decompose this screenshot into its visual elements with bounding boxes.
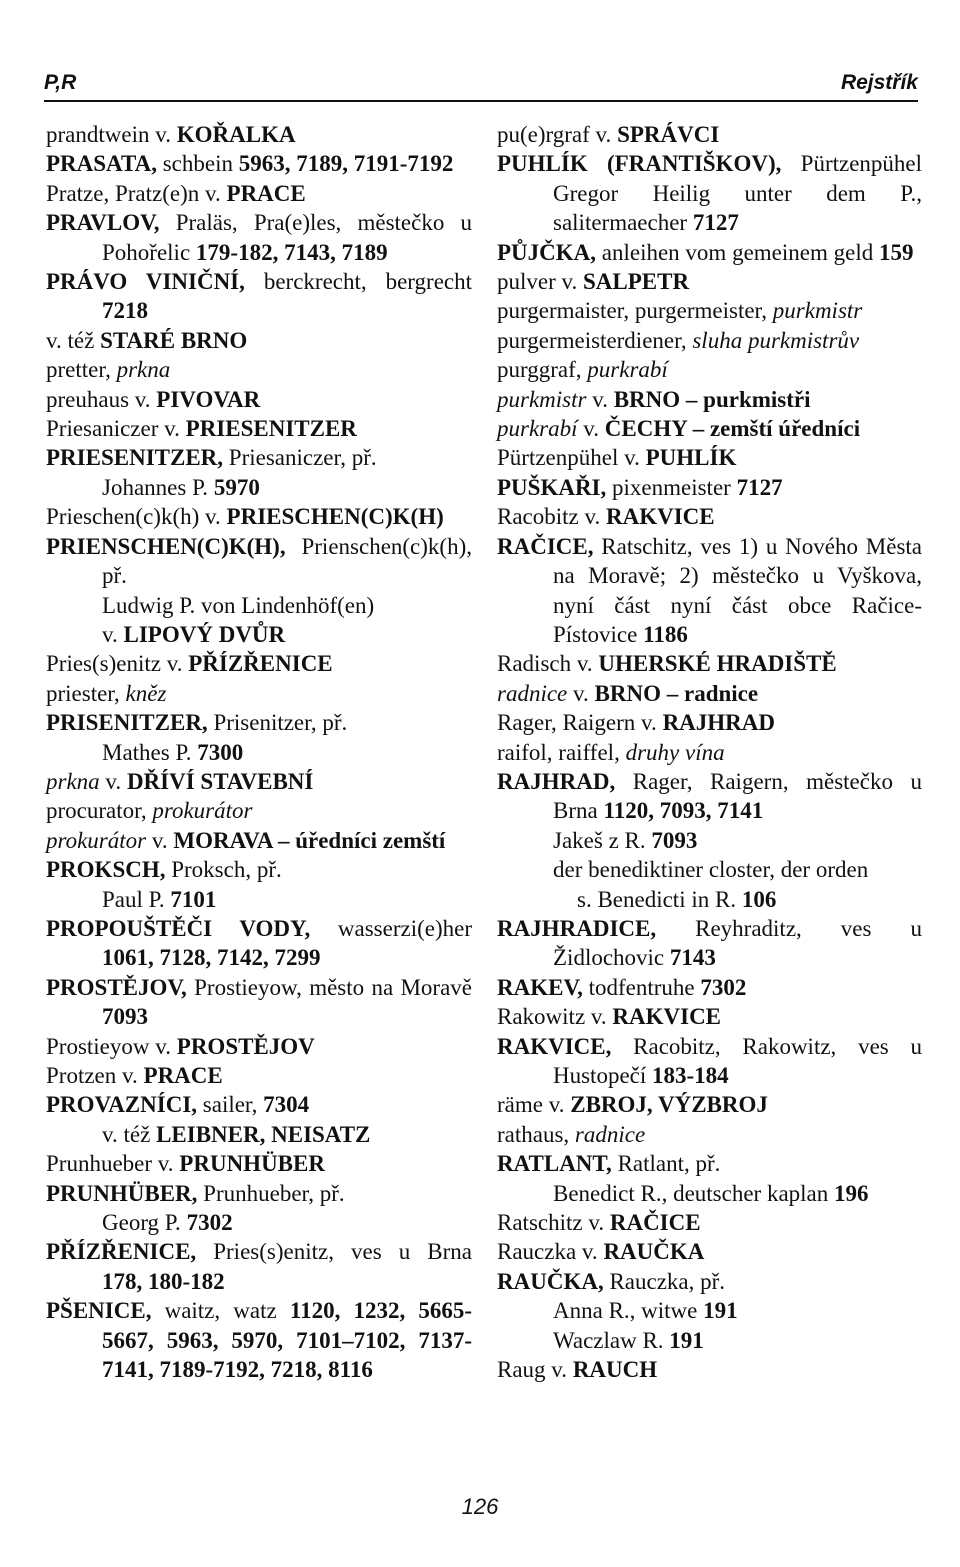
entry-term-bold: PRISENITZER, <box>46 710 208 736</box>
entry-text: todfentruhe <box>582 974 701 1000</box>
index-entry <box>46 767 472 796</box>
entry-text: Ratschitz, ves 1) u Nového Města na Moravě; 2) městečko u Vyškova, nyní část nyní část obce Račice-Pístovice <box>553 533 922 647</box>
entry-text: Pratze, Pratz(e)n v. <box>46 180 227 206</box>
entry-text: purgermaister, purgermeister, <box>497 298 773 324</box>
entry-term-bold: 191 <box>703 1298 738 1324</box>
index-entry <box>46 502 472 531</box>
entry-term-bold: RAKVICE <box>606 504 715 530</box>
index-column-left <box>46 120 472 1384</box>
entry-term-bold: PRACE <box>143 1063 223 1088</box>
index-entry <box>497 1120 922 1149</box>
index-subentry <box>497 885 922 914</box>
entry-term-bold: 1120, 1232, 5665-5667, 5963, 5970, 7101–7102, 7137-7141, 7189-7192, 7218, 8116 <box>102 1298 473 1383</box>
entry-term-bold: 1186 <box>643 621 688 647</box>
index-entry <box>46 1149 472 1178</box>
entry-text: Pries(s)enitz v. <box>46 651 189 677</box>
page-number: 126 <box>461 1494 499 1519</box>
entry-term-bold: RAKVICE, <box>497 1033 612 1059</box>
index-entry <box>497 1355 922 1384</box>
entry-text: Waczlaw R. <box>553 1327 670 1353</box>
entry-term-italic: prokurátor <box>46 827 147 853</box>
entry-term-bold: PUŠKAŘI, <box>497 474 607 500</box>
entry-text: Ratlant, př. <box>611 1151 721 1177</box>
index-entry <box>46 914 472 973</box>
entry-term-bold: PRUNHÜBER <box>179 1151 325 1177</box>
index-entry <box>46 1179 472 1208</box>
entry-term-bold: BRNO – radnice <box>594 680 759 706</box>
index-entry <box>497 914 922 973</box>
index-subentry <box>497 855 922 884</box>
index-entry <box>46 1237 472 1296</box>
entry-text: Prostieyow v. <box>46 1033 177 1059</box>
entry-text: procurator, <box>46 798 153 824</box>
index-entry <box>497 385 922 414</box>
index-entry <box>497 1032 922 1091</box>
entry-term-bold: 7304 <box>263 1092 310 1118</box>
entry-text: raifol, raiffel, <box>497 739 626 765</box>
index-entry <box>46 1296 472 1384</box>
entry-text: Paul P. <box>102 886 171 912</box>
index-entry <box>46 1061 472 1090</box>
index-entry <box>497 738 922 767</box>
entry-term-italic: prokurátor <box>152 798 253 824</box>
entry-term-italic: prkna <box>116 357 171 383</box>
index-subentry <box>46 591 472 620</box>
index-entry <box>46 649 472 678</box>
entry-text: purgermeisterdiener, <box>497 327 693 353</box>
index-entry <box>497 767 922 826</box>
index-entry <box>497 1208 922 1237</box>
entry-text: Pries(s)enitz, ves u Brna <box>196 1239 472 1265</box>
index-entry <box>497 149 922 237</box>
entry-text: Rakowitz v. <box>497 1004 613 1030</box>
entry-text: v. <box>146 827 174 853</box>
entry-text: anleihen vom gemeinem geld <box>596 239 879 265</box>
entry-text: Radisch v. <box>497 651 599 677</box>
index-entry <box>497 1149 922 1178</box>
index-entry <box>497 443 922 472</box>
entry-term-bold: ČECHY – zemští úředníci <box>604 416 861 442</box>
entry-term-bold: PŘÍZŘENICE, <box>46 1239 197 1265</box>
index-entry <box>497 473 922 502</box>
entry-text: Reyhraditz, ves u Židlochovic <box>553 915 922 971</box>
entry-text: Racobitz v. <box>497 504 607 530</box>
entry-term-bold: SALPETR <box>583 269 690 295</box>
entry-text: Rager, Raigern v. <box>497 710 663 736</box>
entry-term-bold: RATLANT, <box>497 1151 612 1177</box>
entry-term-bold: 7300 <box>197 739 244 765</box>
index-subentry <box>46 885 472 914</box>
entry-term-bold: 159 <box>878 239 914 265</box>
entry-text: pretter, <box>46 357 117 383</box>
entry-term-bold: BRNO – purkmistři <box>613 386 811 412</box>
entry-text: räme v. <box>497 1092 571 1118</box>
entry-term-italic: kněz <box>125 680 167 706</box>
entry-term-bold: PROKSCH, <box>46 857 166 883</box>
entry-text: Rauczka v. <box>497 1239 604 1265</box>
entry-term-bold: PRUNHÜBER, <box>46 1180 198 1206</box>
entry-text: Protzen v. <box>46 1063 144 1088</box>
entry-term-bold: RAČICE <box>609 1210 701 1236</box>
entry-term-bold: 7302 <box>700 974 747 1000</box>
index-subentry <box>46 738 472 767</box>
running-header <box>44 68 918 102</box>
index-entry <box>497 414 922 443</box>
entry-text: waitz, watz <box>151 1298 290 1324</box>
entry-term-bold: STARÉ BRNO <box>100 327 248 353</box>
entry-term-bold: RAKEV, <box>497 974 583 1000</box>
entry-term-bold: PRIESCHEN(C)K(H) <box>226 504 444 530</box>
entry-term-italic: purkrabí <box>497 416 578 442</box>
entry-term-bold: 7302 <box>186 1210 233 1236</box>
entry-term-bold: 7127 <box>692 210 739 236</box>
entry-text: preuhaus v. <box>46 386 157 412</box>
index-entry <box>497 1090 922 1119</box>
entry-term-bold: PŘÍZŘENICE <box>188 651 333 677</box>
index-entry <box>46 149 472 178</box>
entry-text: pixenmeister <box>606 474 737 500</box>
entry-text: v. <box>102 621 124 647</box>
entry-term-bold: 5963, 7189, 7191-7192 <box>238 151 454 177</box>
entry-term-bold: PRIESENITZER <box>185 416 357 442</box>
entry-text: pu(e)rgraf v. <box>497 122 618 147</box>
index-entry <box>46 1032 472 1061</box>
index-entry <box>46 179 472 208</box>
entry-text: v. <box>586 386 614 412</box>
entry-text: Anna R., witwe <box>553 1298 704 1324</box>
entry-term-bold: RAKVICE <box>612 1004 722 1030</box>
entry-text: Pürtzenpühel v. <box>497 445 646 471</box>
entry-text: Praläs, Pra(e)les, městečko u Pohořelic <box>102 210 472 265</box>
entry-text: Rauczka, př. <box>603 1268 726 1294</box>
index-subentry <box>497 1326 922 1355</box>
entry-term-bold: LIPOVÝ DVŮR <box>123 621 286 647</box>
entry-term-bold: PŮJČKA, <box>497 239 597 265</box>
index-entry <box>46 120 472 149</box>
index-entry <box>497 296 922 325</box>
index-entry <box>46 973 472 1032</box>
entry-term-bold: 7218 <box>102 298 148 324</box>
index-subentry <box>46 1208 472 1237</box>
entry-term-bold: RAJHRAD <box>662 710 776 736</box>
entry-term-bold: 7093 <box>651 827 698 853</box>
index-entry <box>46 208 472 267</box>
entry-text: Prunhueber v. <box>46 1151 180 1177</box>
entry-text: Rager, Raigern, městečko u Brna <box>553 768 922 824</box>
entry-text: Ludwig P. von Lindenhöf(en) <box>102 592 375 618</box>
entry-text: Racobitz, Rakowitz, ves u Hustopečí <box>553 1033 922 1088</box>
index-entry <box>497 679 922 708</box>
entry-term-italic: sluha purkmistrův <box>692 327 860 353</box>
index-entry <box>497 120 922 149</box>
index-subentry <box>497 826 922 855</box>
entry-term-bold: PRASATA, <box>46 151 157 177</box>
entry-term-bold: UHERSKÉ HRADIŠTĚ <box>598 651 837 677</box>
entry-term-bold: RAJHRAD, <box>497 768 616 794</box>
entry-text: s. Benedicti in R. <box>577 886 742 912</box>
entry-text: Prunhueber, př. <box>197 1180 345 1206</box>
entry-term-bold: PŠENICE, <box>46 1298 152 1324</box>
entry-term-bold: 191 <box>669 1327 704 1353</box>
entry-term-italic: radnice <box>574 1121 646 1147</box>
entry-term-bold: MORAVA – úředníci zemští <box>173 827 446 853</box>
entry-text: v. <box>577 416 605 442</box>
entry-text: v. <box>99 768 127 794</box>
entry-term-bold: LEIBNER, NEISATZ <box>156 1121 371 1147</box>
entry-term-bold: 183-184 <box>652 1063 729 1088</box>
entry-text: Mathes P. <box>102 739 198 765</box>
entry-text: sailer, <box>197 1092 264 1118</box>
index-entry <box>497 532 922 650</box>
entry-term-bold: 5970 <box>213 474 260 500</box>
entry-text: Prienschen(c)k(h), př. <box>102 533 472 589</box>
header-section-letters: P,R <box>44 71 77 94</box>
entry-term-bold: PUHLÍK (FRANTIŠKOV), <box>497 151 782 177</box>
entry-text: wasserzi(e)her <box>310 915 472 941</box>
entry-term-bold: PRIENSCHEN(C)K(H), <box>46 533 286 559</box>
entry-text: v. též <box>102 1121 157 1147</box>
entry-text: pulver v. <box>497 269 584 295</box>
entry-term-bold: PRIESENITZER, <box>46 445 224 471</box>
entry-text: schbein <box>156 151 239 177</box>
index-subentry <box>497 1296 922 1325</box>
entry-text: rathaus, <box>497 1121 575 1147</box>
index-entry <box>46 443 472 472</box>
index-entry <box>46 855 472 884</box>
entry-term-bold: 196 <box>834 1180 869 1206</box>
entry-term-bold: PUHLÍK <box>645 445 737 471</box>
entry-text: Georg P. <box>102 1210 187 1236</box>
entry-term-bold: RAJHRADICE, <box>497 915 657 941</box>
entry-text: Raug v. <box>497 1357 573 1383</box>
entry-text: prandtwein v. <box>46 122 177 147</box>
entry-text: der benediktiner closter, der orden <box>553 857 869 883</box>
index-entry <box>46 355 472 384</box>
entry-text: Benedict R., deutscher kaplan <box>553 1180 835 1206</box>
entry-term-bold: PRÁVO VINIČNÍ, <box>46 269 245 295</box>
entry-term-italic: druhy vína <box>625 739 725 765</box>
index-entry <box>497 973 922 1002</box>
index-entry <box>497 1237 922 1266</box>
entry-text: Ratschitz v. <box>497 1210 610 1236</box>
index-entry <box>46 708 472 737</box>
entry-term-bold: PROVAZNÍCI, <box>46 1092 198 1118</box>
entry-term-bold: 1120, 7093, 7141 <box>603 798 764 824</box>
entry-term-bold: RAUČKA, <box>497 1268 604 1294</box>
entry-text: Johannes P. <box>102 474 214 500</box>
index-entry <box>46 267 472 326</box>
index-subentry <box>46 620 472 649</box>
entry-text: Proksch, př. <box>165 857 282 883</box>
index-entry <box>497 649 922 678</box>
entry-text: berckrecht, bergrecht <box>244 269 472 295</box>
entry-term-bold: 106 <box>741 886 777 912</box>
index-entry <box>46 532 472 591</box>
index-entry <box>46 1090 472 1119</box>
header-title: Rejstřík <box>840 71 918 94</box>
entry-term-bold: 178, 180-182 <box>102 1268 225 1294</box>
index-entry <box>46 826 472 855</box>
entry-term-bold: PRACE <box>226 180 306 206</box>
entry-term-bold: DŘÍVÍ STAVEBNÍ <box>126 768 314 794</box>
index-column-right <box>497 120 922 1384</box>
index-subentry <box>46 1120 472 1149</box>
entry-term-bold: PRAVLOV, <box>46 210 160 236</box>
entry-term-bold: 7143 <box>669 945 716 971</box>
index-subentry <box>497 1179 922 1208</box>
index-entry <box>46 414 472 443</box>
entry-term-bold: ZBROJ, VÝZBROJ <box>570 1092 768 1118</box>
entry-text: Prisenitzer, př. <box>207 710 348 736</box>
index-entry <box>46 679 472 708</box>
entry-term-italic: purkmistr <box>772 298 863 324</box>
entry-term-bold: 1061, 7128, 7142, 7299 <box>102 945 321 971</box>
entry-term-bold: RAČICE, <box>497 533 594 559</box>
entry-term-bold: PROSTĚJOV <box>176 1033 315 1059</box>
entry-term-italic: radnice <box>497 680 568 706</box>
entry-term-bold: 7093 <box>102 1004 148 1030</box>
entry-text: purggraf, <box>497 357 588 383</box>
entry-term-bold: 7127 <box>736 474 783 500</box>
entry-term-bold: 7101 <box>170 886 217 912</box>
index-entry <box>497 238 922 267</box>
index-subentry <box>46 473 472 502</box>
index-entry <box>497 502 922 531</box>
entry-text: v. též <box>46 327 101 353</box>
entry-text: Prieschen(c)k(h) v. <box>46 504 227 530</box>
entry-text: v. <box>567 680 595 706</box>
entry-text: priester, <box>46 680 126 706</box>
entry-term-bold: 179-182, 7143, 7189 <box>195 239 388 265</box>
entry-term-italic: purkmistr <box>497 386 587 412</box>
entry-text: Priesaniczer v. <box>46 416 186 442</box>
index-entry <box>497 267 922 296</box>
index-entry <box>46 796 472 825</box>
entry-term-bold: RAUČKA <box>603 1239 705 1265</box>
index-entry <box>497 326 922 355</box>
entry-text: Prostieyow, město na Moravě <box>186 974 472 1000</box>
entry-term-italic: prkna <box>46 768 100 794</box>
index-entry <box>497 1267 922 1296</box>
index-entry <box>46 385 472 414</box>
entry-term-bold: RAUCH <box>572 1357 658 1383</box>
index-entry <box>46 326 472 355</box>
index-entry <box>497 1002 922 1031</box>
index-entry <box>497 708 922 737</box>
entry-term-bold: PIVOVAR <box>156 386 261 412</box>
entry-text: Jakeš z R. <box>553 827 652 853</box>
entry-term-bold: SPRÁVCI <box>617 122 720 147</box>
entry-term-bold: PROSTĚJOV, <box>46 974 187 1000</box>
entry-text: Pürtzenpühel Gregor Heilig unter dem P., salitermaecher <box>553 151 923 236</box>
entry-term-bold: PROPOUŠTĚČI VODY, <box>46 915 311 941</box>
index-entry <box>497 355 922 384</box>
entry-term-bold: KOŘALKA <box>176 122 296 147</box>
entry-text: Priesaniczer, př. <box>223 445 377 471</box>
entry-term-italic: purkrabí <box>587 357 668 383</box>
